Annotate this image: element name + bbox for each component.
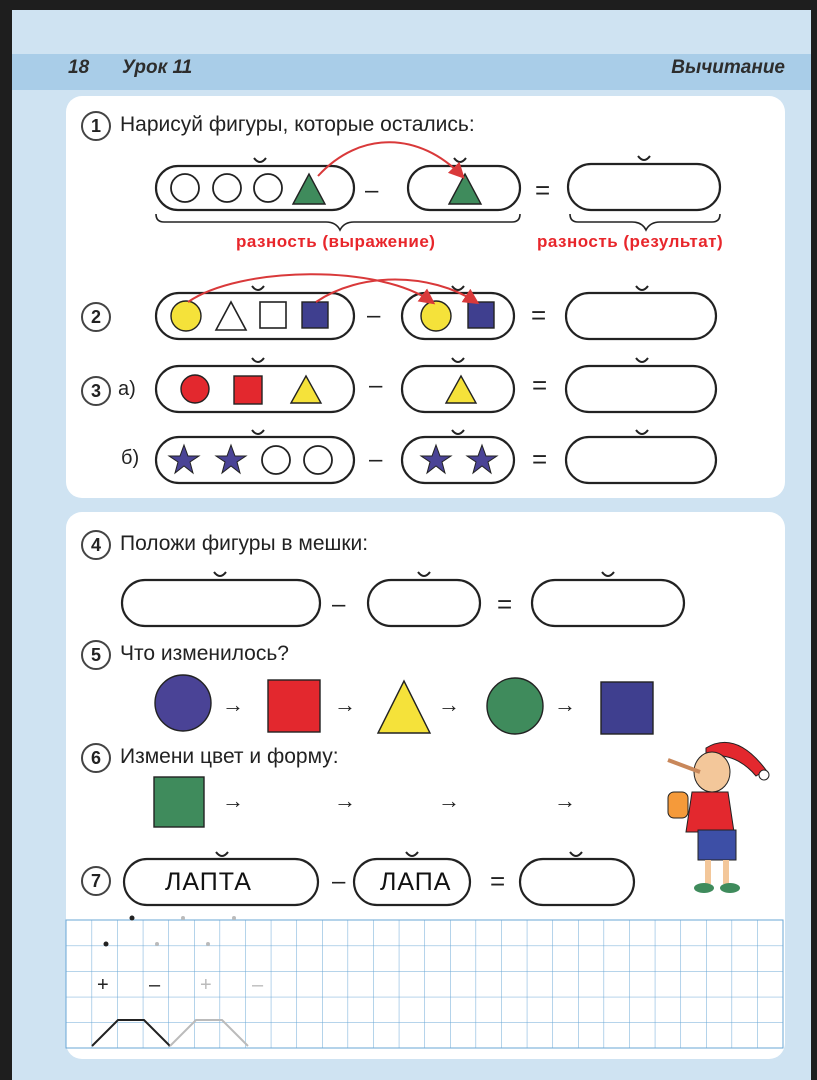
t1-equals: = (535, 175, 551, 205)
t6-green-square (154, 777, 204, 827)
t2-arc-arrow-2 (316, 280, 476, 303)
task-6-text: Измени цвет и форму: (120, 745, 339, 768)
t5-arrow-1: → (222, 692, 244, 717)
t3b-bag-middle (402, 430, 514, 483)
t7-minus: – (332, 868, 346, 895)
t2-bag-result (566, 286, 716, 339)
t6-arrow-3: → (438, 788, 460, 813)
t7-equals: = (490, 866, 506, 896)
label-difference-expression: разность (выражение) (236, 232, 436, 251)
topic-title: Вычитание (671, 57, 785, 78)
t6-arrow-1: → (222, 788, 244, 813)
task-2-number: 2 (81, 302, 111, 332)
t5-shapes (155, 675, 653, 734)
t1-arc-arrow (318, 142, 462, 176)
t4-equals: = (497, 589, 513, 619)
task-1-number: 1 (81, 111, 111, 141)
task-5-number: 5 (81, 640, 111, 670)
t3b-minus: – (369, 446, 383, 473)
t5-arrow-2: → (334, 692, 356, 717)
task-3b-label: б) (121, 447, 140, 469)
task-6-number: 6 (81, 743, 111, 773)
t6-arrow-4: → (554, 788, 576, 813)
t7-bags (124, 852, 634, 905)
t2-equals: = (531, 300, 547, 330)
task-7-word-lapa: ЛАПА (380, 868, 452, 896)
t3b-bag-left (156, 430, 354, 483)
squared-grid (66, 920, 783, 1048)
t4-minus: – (332, 591, 346, 618)
t5-arrow-4: → (554, 692, 576, 717)
t3a-bag-result (566, 358, 716, 412)
t1-bag-result (568, 156, 720, 210)
t2-minus: – (367, 302, 381, 329)
task-4-text: Положи фигуры в мешки: (120, 532, 369, 555)
t1-minus: – (365, 177, 379, 204)
t4-bags (122, 572, 684, 626)
pinocchio-illustration (668, 742, 769, 893)
t1-bag-left (156, 158, 354, 210)
t3b-equals: = (532, 444, 548, 474)
task-7-number: 7 (81, 866, 111, 896)
t2-arc-arrow-1 (188, 274, 432, 302)
t2-bag-left (156, 286, 354, 339)
t3a-equals: = (532, 370, 548, 400)
t5-arrow-3: → (438, 692, 460, 717)
task-1-text: Нарисуй фигуры, которые остались: (120, 113, 475, 136)
t1-bag-middle (408, 158, 520, 210)
t3b-bag-result (566, 430, 716, 483)
task-7-word-lapta: ЛАПТА (165, 868, 252, 896)
t1-brace-result (570, 214, 720, 230)
lesson-title: Урок 11 (122, 57, 193, 78)
task-4-number: 4 (81, 530, 111, 560)
t1-brace-expression (156, 214, 520, 230)
task-3a-label: а) (118, 378, 136, 400)
label-difference-result: разность (результат) (537, 232, 724, 251)
t3a-minus: – (369, 372, 383, 399)
t6-arrow-2: → (334, 788, 356, 813)
page-number: 18 (68, 57, 90, 78)
task-5-text: Что изменилось? (120, 642, 289, 665)
t3a-bag-left (156, 358, 354, 412)
t3a-bag-middle (402, 358, 514, 412)
task-3-number: 3 (81, 376, 111, 406)
